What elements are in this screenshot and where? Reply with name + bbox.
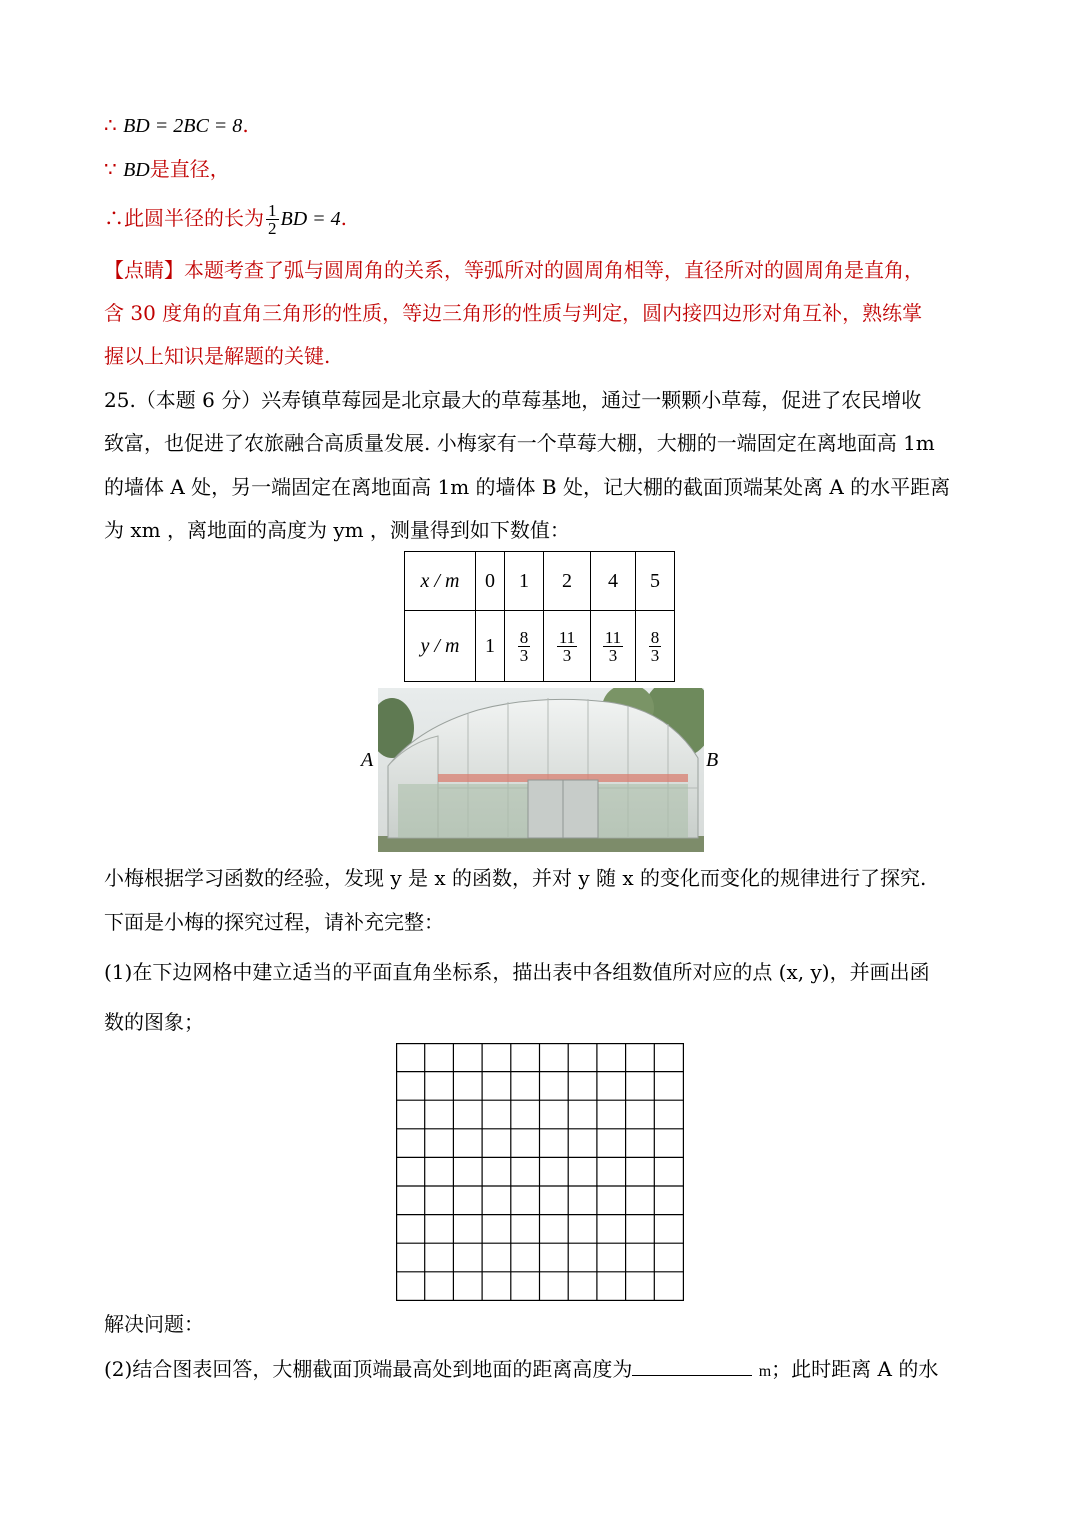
solve-heading: 解决问题： bbox=[104, 1312, 204, 1336]
label-b: B bbox=[706, 749, 719, 771]
part1-line-1: (1)在下边网格中建立适当的平面直角坐标系，描出表中各组数值所对应的点 (x, y)，并画出函 bbox=[104, 960, 930, 984]
formula: BD = 2BC = 8 bbox=[123, 115, 243, 137]
y-cell: $\frac{11}{3}$ bbox=[544, 611, 591, 682]
table-row-y bbox=[405, 611, 675, 682]
label-a: A bbox=[361, 749, 374, 771]
x-cell: 5 bbox=[636, 552, 675, 611]
y-cell: $\frac{8}{3}$ bbox=[505, 611, 544, 682]
comment-line-1: 【点睛】本题考查了弧与圆周角的关系，等弧所对的圆周角相等，直径所对的圆周角是直角， bbox=[104, 258, 924, 282]
y-cell: 1 bbox=[476, 611, 505, 682]
x-cell: 2 bbox=[544, 552, 591, 611]
answer-blank[interactable] bbox=[632, 1355, 752, 1376]
x-cell: 1 bbox=[505, 552, 544, 611]
x-header-cell: x / m bbox=[405, 552, 476, 611]
comment-line-2: 含 30 度角的直角三角形的性质，等边三角形的性质与判定，圆内接四边形对角互补，熟练掌 bbox=[104, 301, 923, 325]
y-cell: $\frac{8}{3}$ bbox=[636, 611, 675, 682]
question-line-1: 25.（本题 6 分）兴寿镇草莓园是北京最大的草莓基地，通过一颗颗小草莓，促进了农民增收 bbox=[104, 388, 922, 412]
y-header-cell: y / m bbox=[405, 611, 476, 682]
explore-line-1: 小梅根据学习函数的经验，发现 y 是 x 的函数，并对 y 随 x 的变化而变化的规律进行了探究. bbox=[104, 866, 927, 890]
question-line-2: 致富，也促进了农旅融合高质量发展. 小梅家有一个草莓大棚，大棚的一端固定在离地面高 1m bbox=[104, 431, 935, 455]
data-table bbox=[404, 551, 675, 682]
x-cell: 0 bbox=[476, 552, 505, 611]
coordinate-grid[interactable] bbox=[396, 1043, 684, 1301]
greenhouse-photo bbox=[378, 688, 704, 852]
y-cell: $\frac{11}{3}$ bbox=[591, 611, 636, 682]
question-line-3: 的墙体 A 处，另一端固定在离地面高 1m 的墙体 B 处，记大棚的截面顶端某处离 A 的水平距离 bbox=[104, 475, 951, 499]
table-row-x bbox=[405, 552, 675, 611]
explore-line-2: 下面是小梅的探究过程，请补充完整： bbox=[104, 910, 444, 934]
part1-line-2: 数的图象； bbox=[104, 1010, 204, 1034]
solution-step-2: ∵ BD是直径， bbox=[104, 157, 230, 181]
x-cell: 4 bbox=[591, 552, 636, 611]
solution-step-3: ∴此圆半径的长为 $\frac{1}{2}$ BD = 4. bbox=[104, 201, 348, 238]
fraction: $\frac{1}{2}$ bbox=[268, 201, 277, 238]
solution-step-1: ∴ BD = 2BC = 8. bbox=[104, 113, 249, 137]
question-line-4: 为 xm ，离地面的高度为 ym ，测量得到如下数值： bbox=[104, 518, 570, 542]
part2-line: (2)结合图表回答，大棚截面顶端最高处到地面的距离高度为 m；此时距离 A 的水 bbox=[104, 1357, 939, 1381]
comment-line-3: 握以上知识是解题的关键. bbox=[104, 344, 331, 368]
